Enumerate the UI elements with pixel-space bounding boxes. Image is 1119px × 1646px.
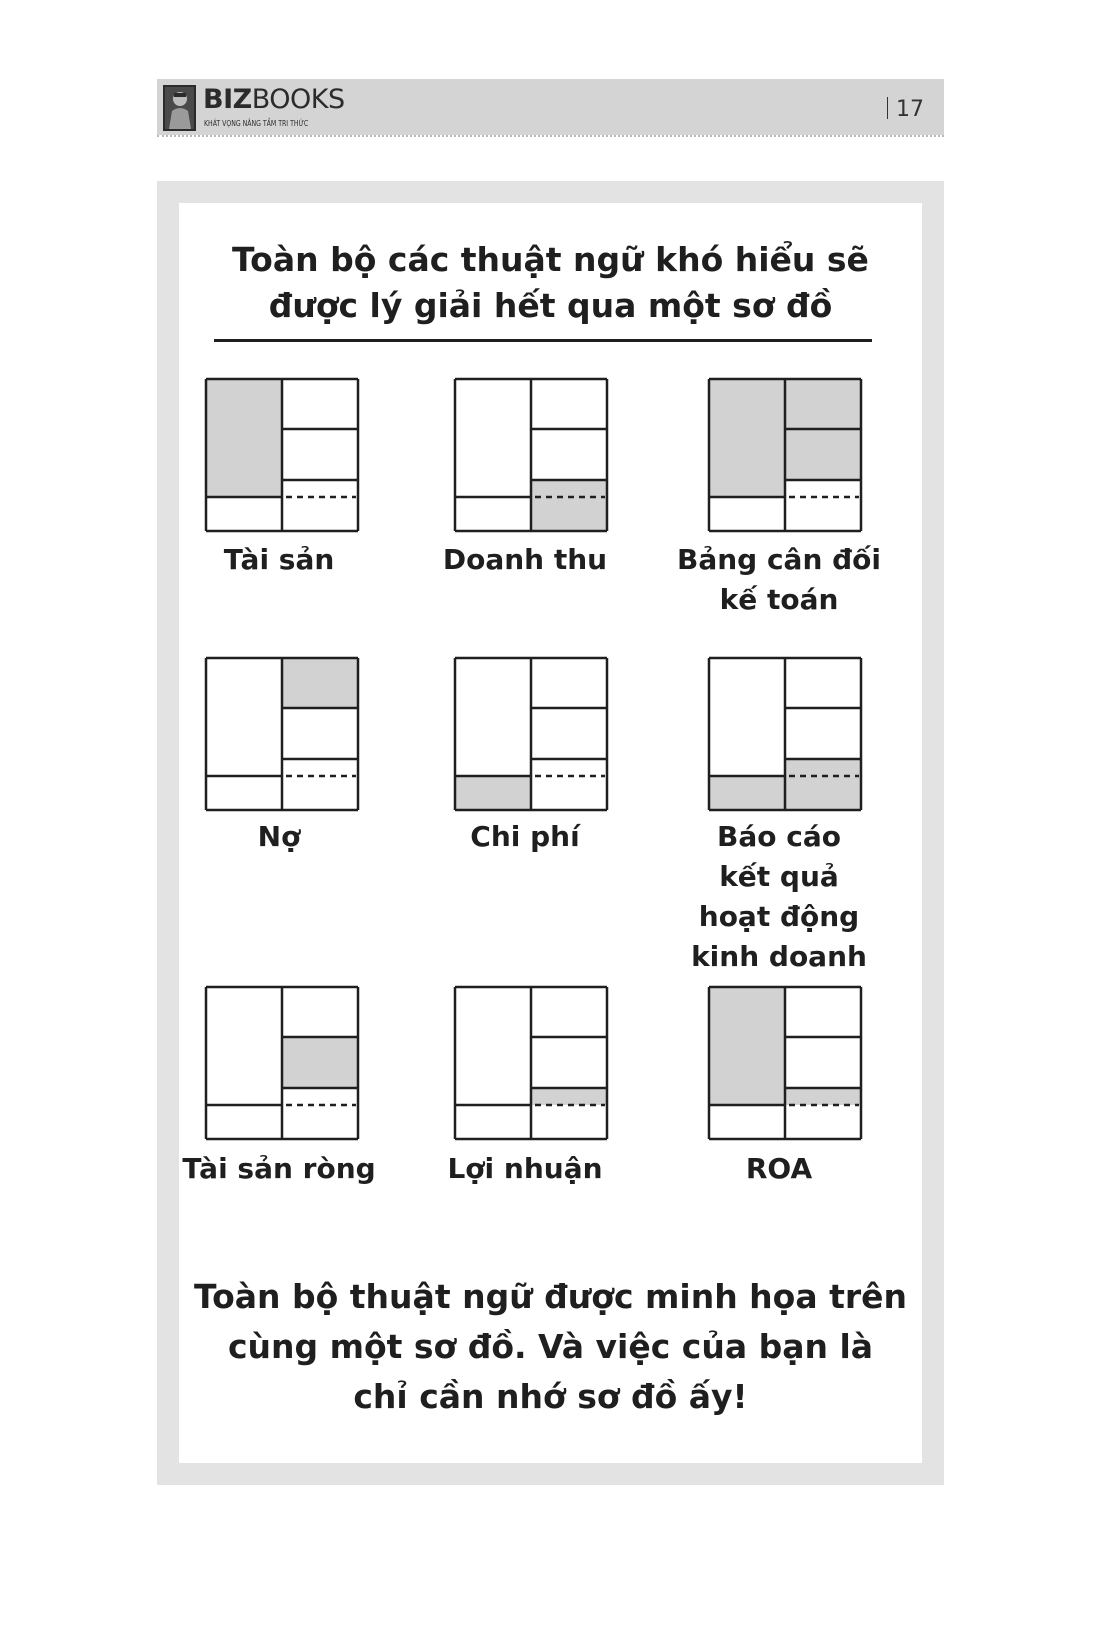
diagram-label-line: Nợ bbox=[257, 820, 301, 853]
balance-diagram-svg bbox=[707, 656, 863, 812]
balance-diagram bbox=[707, 985, 867, 1147]
shaded-region-revenue bbox=[531, 480, 607, 531]
shaded-region-profit bbox=[531, 1088, 607, 1105]
shaded-region-equity bbox=[785, 429, 861, 480]
diagram-label bbox=[149, 817, 409, 857]
brand-regular: BOOKS bbox=[251, 84, 345, 115]
diagram-label-line: Tài sản ròng bbox=[182, 1152, 376, 1185]
diagram-label bbox=[649, 817, 909, 977]
brand-name bbox=[203, 85, 345, 115]
page-title-line-1: Toàn bộ các thuật ngữ khó hiểu sẽ bbox=[232, 240, 869, 279]
balance-diagram bbox=[453, 377, 613, 539]
diagram-label bbox=[649, 1149, 909, 1189]
shaded-region-revenue bbox=[785, 759, 861, 810]
balance-diagram bbox=[707, 377, 867, 539]
diagram-label-line: kinh doanh bbox=[691, 940, 867, 973]
diagram-label bbox=[395, 1149, 655, 1189]
diagram-label-line: Báo cáo bbox=[717, 820, 841, 853]
balance-diagram bbox=[204, 985, 364, 1147]
page-title bbox=[179, 237, 922, 329]
diagram-label-line: kết quả bbox=[719, 860, 839, 893]
diagram-label-line: Doanh thu bbox=[442, 543, 608, 576]
balance-diagram-svg bbox=[453, 985, 609, 1141]
shaded-region-profit bbox=[785, 1088, 861, 1105]
page-title-line-2: được lý giải hết qua một sơ đồ bbox=[268, 286, 833, 325]
diagram-label bbox=[395, 817, 655, 857]
shaded-region-assets bbox=[206, 379, 282, 497]
shaded-region-assets bbox=[709, 379, 785, 497]
balance-diagram-svg bbox=[204, 985, 360, 1141]
diagram-label bbox=[395, 540, 655, 580]
diagram-label-line: hoạt động bbox=[698, 900, 860, 933]
diagram-label-line: Bảng cân đối bbox=[676, 543, 881, 576]
brand-bold: BIZ bbox=[203, 84, 252, 115]
balance-diagram-svg bbox=[453, 656, 609, 812]
summary-line-1: Toàn bộ thuật ngữ được minh họa trên bbox=[193, 1277, 908, 1316]
balance-diagram-svg bbox=[453, 377, 609, 533]
shaded-region-liabilities bbox=[785, 379, 861, 429]
page-number-divider bbox=[887, 97, 888, 119]
header-dotted-rule bbox=[157, 135, 944, 137]
diagram-label bbox=[149, 540, 409, 580]
balance-diagram bbox=[453, 985, 613, 1147]
diagram-label-line: ROA bbox=[745, 1152, 813, 1185]
title-underline bbox=[214, 339, 872, 342]
diagram-label-line: Lợi nhuận bbox=[447, 1152, 603, 1185]
balance-diagram-svg bbox=[707, 377, 863, 533]
balance-diagram bbox=[707, 656, 867, 818]
bizbooks-logo-icon bbox=[163, 85, 196, 131]
balance-diagram bbox=[453, 656, 613, 818]
balance-diagram bbox=[204, 377, 364, 539]
brand-tagline: KHÁT VỌNG NÂNG TẦM TRI THỨC bbox=[204, 119, 309, 128]
shaded-region-liabilities bbox=[282, 658, 358, 708]
diagram-label-line: Chi phí bbox=[470, 820, 580, 853]
balance-diagram-svg bbox=[204, 377, 360, 533]
diagram-label-line: kế toán bbox=[719, 583, 839, 616]
content-frame bbox=[157, 181, 944, 1485]
balance-diagram-svg bbox=[204, 656, 360, 812]
shaded-region-expenses bbox=[455, 776, 531, 810]
diagram-label bbox=[649, 540, 909, 620]
shaded-region-equity bbox=[282, 1037, 358, 1088]
shaded-region-assets bbox=[709, 987, 785, 1105]
shaded-region-expenses bbox=[709, 776, 785, 810]
page-number-value: 17 bbox=[896, 97, 924, 122]
diagram-label bbox=[149, 1149, 409, 1189]
summary-line-2: cùng một sơ đồ. Và việc của bạn là bbox=[227, 1327, 874, 1366]
balance-diagram bbox=[204, 656, 364, 818]
page-header bbox=[157, 79, 944, 135]
content-panel bbox=[179, 203, 922, 1463]
summary-line-3: chỉ cần nhớ sơ đồ ấy! bbox=[353, 1377, 748, 1416]
page-number bbox=[887, 97, 924, 122]
diagram-label-line: Tài sản bbox=[223, 543, 335, 576]
summary-text bbox=[179, 1272, 922, 1422]
balance-diagram-svg bbox=[707, 985, 863, 1141]
